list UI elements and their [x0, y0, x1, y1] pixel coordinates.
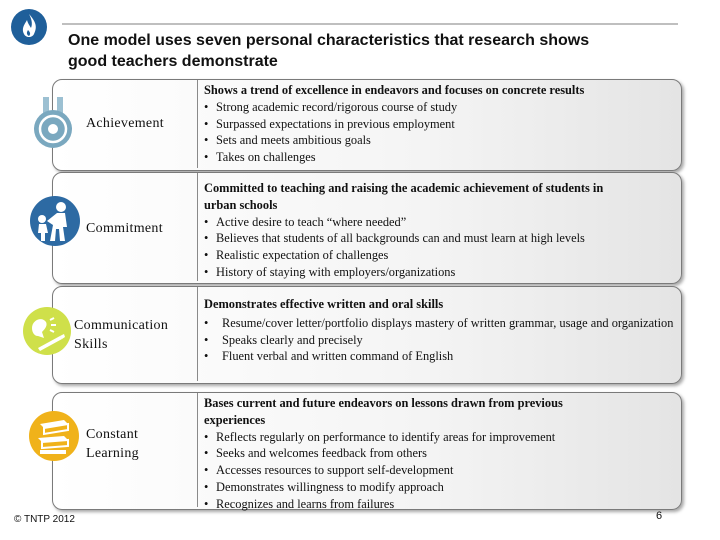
bullet-list: [204, 214, 674, 281]
characteristic-content: [204, 296, 674, 365]
characteristic-content: [204, 82, 674, 166]
books-icon: [28, 410, 80, 462]
bullet-item: • Reflects regularly on performance to identify areas for improvement: [204, 429, 674, 446]
heading-line: Demonstrates effective written and oral skills: [204, 297, 444, 311]
characteristic-heading: [204, 180, 674, 214]
bullet-list: [204, 429, 674, 513]
bullet-list: [204, 99, 674, 166]
flame-logo-icon: [10, 8, 48, 46]
helping-hand-icon: [29, 195, 81, 247]
bullet-item: • Recognizes and learns from failures: [204, 496, 674, 513]
row-divider: [197, 393, 198, 507]
bullet-item: • History of staying with employers/organizations: [204, 264, 674, 281]
label-line: Achievement: [86, 116, 164, 131]
characteristic-heading: [204, 296, 674, 313]
label-line: Learning: [86, 446, 139, 461]
bullet-list: [204, 315, 674, 365]
row-divider: [197, 80, 198, 168]
characteristic-heading: [204, 395, 674, 429]
heading-line: experiences: [204, 412, 266, 427]
bullet-item: • Believes that students of all backgrounds can and must learn at high levels: [204, 230, 674, 247]
label-line: Communication: [74, 318, 169, 333]
heading-line: Bases current and future endeavors on lessons drawn from previous: [204, 396, 563, 410]
characteristic-content: [204, 180, 674, 281]
speaking-writing-icon: [22, 306, 72, 356]
characteristic-label: [74, 316, 168, 354]
characteristic-content: [204, 395, 674, 513]
page-number: 6: [656, 510, 663, 522]
heading-line: urban schools: [204, 197, 278, 212]
copyright-footer: © TNTP 2012: [14, 514, 75, 525]
title-rule: [62, 23, 678, 25]
label-line: Skills: [74, 337, 108, 352]
slide-title: [68, 30, 688, 72]
bullet-item: • Active desire to teach “where needed”: [204, 214, 674, 231]
title-line: good teachers demonstrate: [68, 53, 278, 70]
title-line: One model uses seven personal characteristics that research shows: [68, 32, 590, 49]
characteristic-label: [86, 114, 164, 133]
label-line: Commitment: [86, 221, 163, 236]
bullet-item: • Surpassed expectations in previous employment: [204, 116, 674, 133]
bullet-item: • Seeks and welcomes feedback from others: [204, 445, 674, 462]
bullet-item: • Takes on challenges: [204, 149, 674, 166]
bullet-item: • Realistic expectation of challenges: [204, 247, 674, 264]
characteristic-label: [86, 219, 163, 238]
medal-icon: [29, 97, 77, 149]
characteristic-label: [86, 425, 139, 463]
bullet-item: • Resume/cover letter/portfolio displays mastery of written grammar, usage and organization: [204, 315, 674, 332]
label-line: Constant: [86, 427, 139, 442]
bullet-item: • Strong academic record/rigorous course of study: [204, 99, 674, 116]
heading-line: Shows a trend of excellence in endeavors and focuses on concrete results: [204, 83, 585, 97]
bullet-item: • Sets and meets ambitious goals: [204, 132, 674, 149]
bullet-item: • Demonstrates willingness to modify approach: [204, 479, 674, 496]
characteristic-heading: [204, 82, 674, 99]
bullet-item: • Accesses resources to support self-development: [204, 462, 674, 479]
bullet-item: • Fluent verbal and written command of English: [204, 348, 674, 365]
heading-line: Committed to teaching and raising the academic achievement of students in: [204, 181, 604, 195]
bullet-item: • Speaks clearly and precisely: [204, 332, 674, 349]
row-divider: [197, 287, 198, 381]
row-divider: [197, 173, 198, 281]
